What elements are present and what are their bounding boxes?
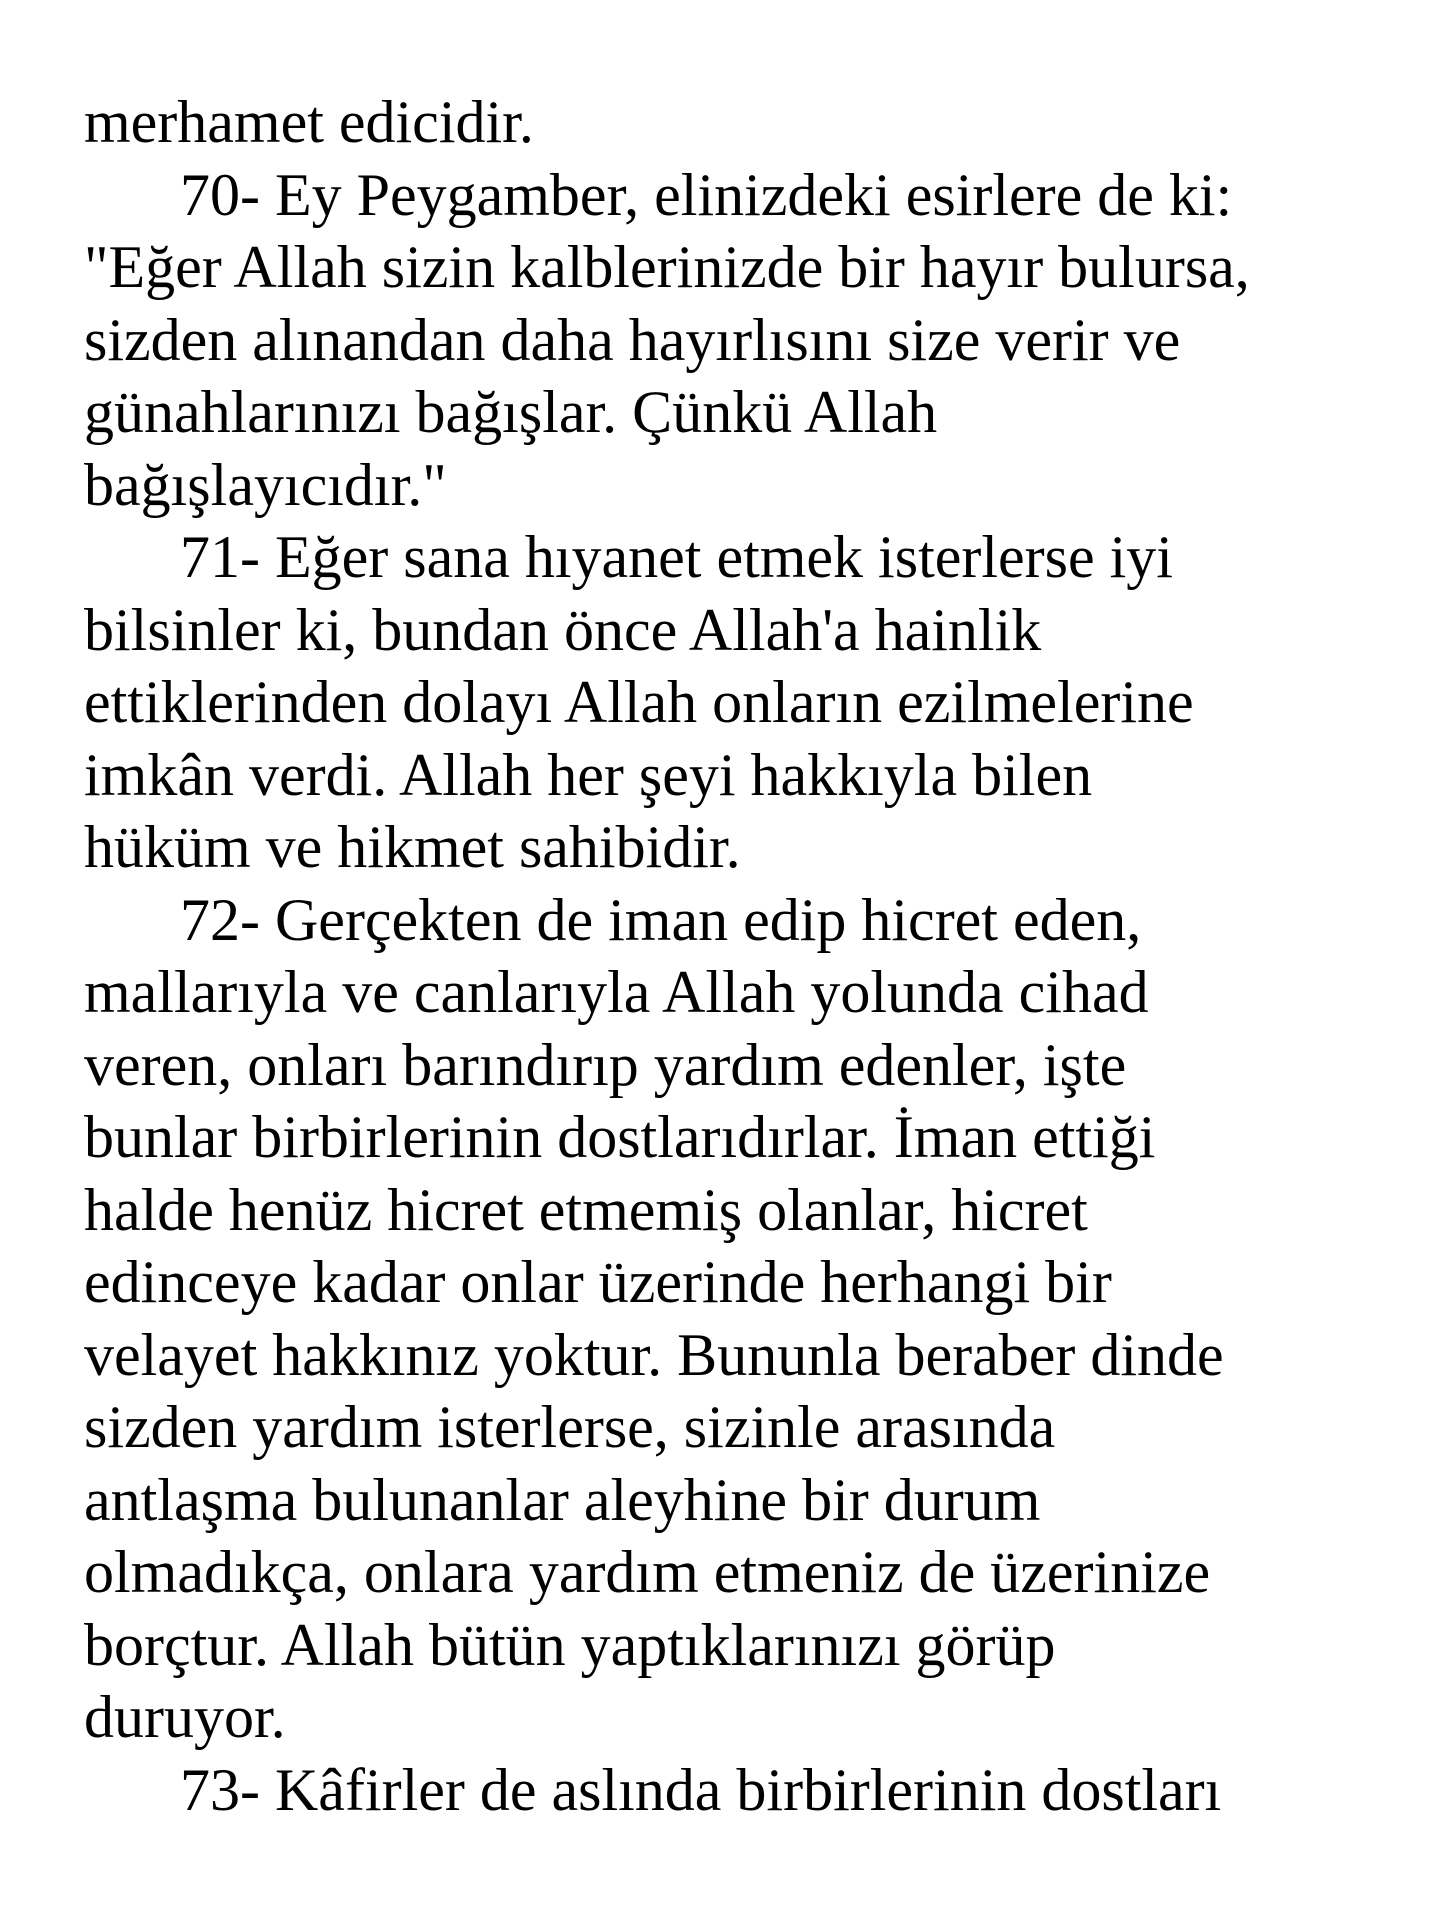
text-line: antlaşma bulunanlar aleyhine bir durum <box>84 1466 1041 1533</box>
verse-71-start: 71- Eğer sana hıyanet etmek isterlerse iyi <box>180 524 1173 590</box>
text-line: edinceye kadar onlar üzerinde herhangi bir <box>84 1249 1112 1315</box>
text-line: halde henüz hicret etmemiş olanlar, hicret <box>84 1176 1088 1243</box>
text-line: duruyor. <box>84 1684 286 1750</box>
text-line: ettiklerinden dolayı Allah onların ezilmelerine <box>84 669 1194 735</box>
verse-72-start: 72- Gerçekten de iman edip hicret eden, <box>180 886 1142 953</box>
text-line: velayet hakkınız yoktur. Bununla beraber dinde <box>84 1321 1224 1388</box>
text-line: "Eğer Allah sizin kalblerinizde bir hayır bulursa, <box>84 234 1250 300</box>
text-line: imkân verdi. Allah her şeyi hakkıyla bilen <box>84 741 1093 808</box>
text-line: veren, onları barındırıp yardım edenler, işte <box>84 1031 1127 1098</box>
verse-text-block <box>84 86 1374 1826</box>
text-line: bilsinler ki, bundan önce Allah'a hainlik <box>84 596 1042 663</box>
text-line: mallarıyla ve canlarıyla Allah yolunda cihad <box>84 959 1149 1025</box>
text-line: borçtur. Allah bütün yaptıklarınızı görüp <box>84 1611 1056 1678</box>
text-line: bağışlayıcıdır." <box>84 451 447 518</box>
text-line: olmadıkça, onlara yardım etmeniz de üzerinize <box>84 1539 1211 1605</box>
verse-70-start: 70- Ey Peygamber, elinizdeki esirlere de ki: <box>180 161 1233 228</box>
text-line: bunlar birbirlerinin dostlarıdırlar. İman ettiği <box>84 1104 1156 1170</box>
text-line: hüküm ve hikmet sahibidir. <box>84 814 741 880</box>
text-line: merhamet edicidir. <box>84 89 534 155</box>
verse-73-start: 73- Kâfirler de aslında birbirlerinin dostları <box>180 1756 1222 1823</box>
text-line: günahlarınızı bağışlar. Çünkü Allah <box>84 379 938 445</box>
text-line: sizden alınandan daha hayırlısını size verir ve <box>84 306 1181 373</box>
text-line: sizden yardım isterlerse, sizinle arasında <box>84 1394 1056 1460</box>
